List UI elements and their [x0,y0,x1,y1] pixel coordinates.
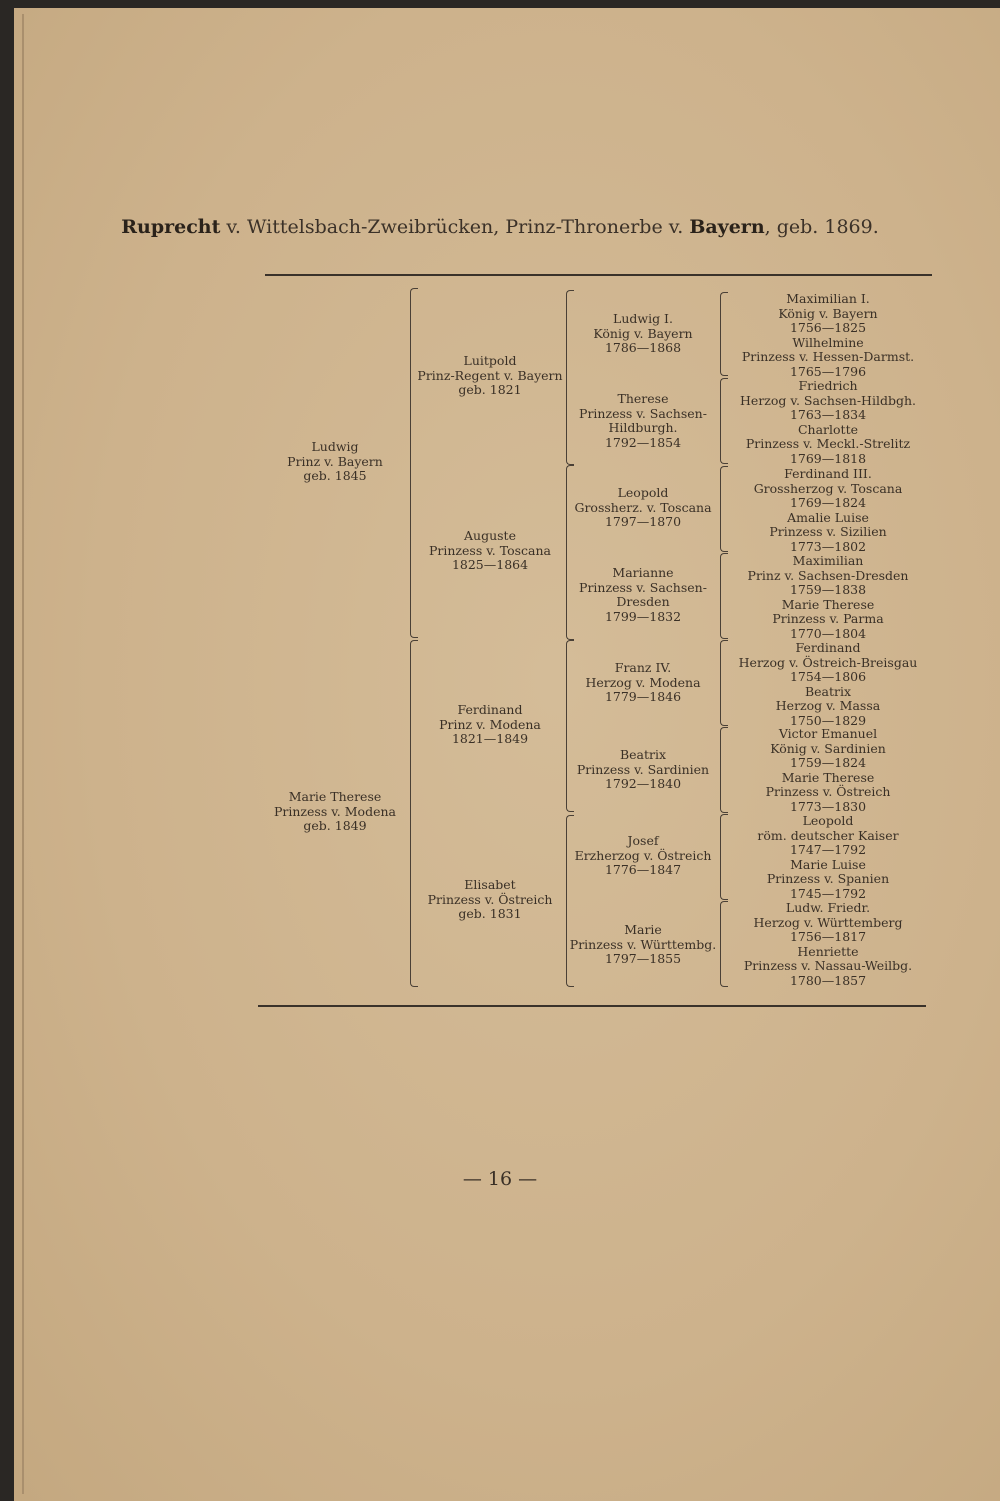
person-name: Leopold [617,485,669,500]
person-name: Elisabet [464,877,516,892]
person-title: Herzog v. Östreich-Breisgau [738,654,918,670]
bracket [410,640,418,987]
person-dates: 1797—1855 [604,951,682,967]
bracket [720,378,728,464]
person-dates: 1780—1857 [789,972,867,988]
title-middle: v. Wittelsbach-Zweibrücken, Prinz-Thronerbe v. [220,216,690,238]
title-subject: Ruprecht [121,216,221,238]
person-name: Henriette [797,943,859,959]
person-name: Ludw. Friedr. [785,900,871,915]
person-dates: 1769—1818 [789,450,867,466]
bracket [566,815,574,987]
title-country: Bayern [689,216,765,238]
person-title: Prinz v. Bayern [287,453,383,469]
person-dates: 1779—1846 [604,689,682,705]
person-name: Marianne [612,565,674,580]
person-name: Amalie Luise [787,509,869,525]
person-title: Prinzess v. Meckl.-Strelitz [745,436,911,452]
person-dates: 1797—1870 [604,514,682,530]
bracket [566,290,574,465]
bracket [720,640,728,726]
person-name: Victor Emanuel [778,726,878,741]
bracket [566,640,574,812]
bracket [720,466,728,552]
person-name: Beatrix [619,747,667,762]
person-title: Herzog v. Sachsen-Hildbgh. [740,392,916,408]
person-title: Prinzess v. Nassau-Weilbg. [743,958,913,974]
person-title: Herzog v. Massa [775,698,881,714]
person-title: Herzog v. Modena [585,674,701,690]
person-dates: 1799—1832 [604,608,682,624]
person-title: Prinzess v. Toscana [428,542,551,558]
person-dates: geb. 1845 [303,468,367,484]
bottom-rule [258,1005,926,1007]
person-dates: 1773—1830 [789,798,867,814]
person-title: König v. Bayern [593,325,693,341]
person-dates: 1770—1804 [789,625,867,641]
grandparent-entry [340,878,640,922]
person-title: Erzherzog v. Östreich [574,847,712,863]
person-name: Maximilian I. [786,291,870,306]
bracket [720,292,728,376]
person-title: Prinzess v. Sachsen- [579,579,707,595]
person-dates: 1756—1817 [789,929,867,945]
person-dates: 1769—1824 [789,495,867,511]
person-title: Prinzess v. Sardinien [576,761,710,777]
person-dates: 1745—1792 [789,885,867,901]
person-name: Friedrich [798,378,858,393]
person-dates: 1821—1849 [451,731,529,747]
person-title: Prinzess v. Sizilien [769,524,887,540]
bracket [720,727,728,813]
person-title: Prinzess v. Hessen-Darmst. [741,349,915,365]
person-title: Grossherzog v. Toscana [753,480,903,496]
person-title: König v. Bayern [778,305,878,321]
parent-entry [185,440,485,484]
person-title: Herzog v. Württemberg [753,914,903,930]
person-name: Beatrix [804,683,852,699]
person-title: Prinz v. Sachsen-Dresden [747,567,909,583]
page-number: — 16 — [462,1168,538,1190]
top-rule [265,274,932,276]
bracket [720,901,728,987]
person-title: Prinzess v. Württembg. [569,936,717,952]
person-name: Franz IV. [614,660,672,675]
person-dates: 1792—1840 [604,776,682,792]
person-title: König v. Sardinien [770,740,886,756]
bracket [720,814,728,900]
person-title: Prinzess v. Modena [274,803,396,819]
person-dates: 1747—1792 [789,842,867,858]
person-dates: 1792—1854 [604,434,682,450]
person-dates: 1756—1825 [789,320,867,336]
person-title: Prinzess v. Östreich [765,784,891,800]
person-dates: 1825—1864 [451,557,529,573]
person-name: Ludwig I. [613,311,673,326]
person-title-cont: Dresden [616,594,670,610]
person-name: Luitpold [463,353,517,368]
person-name: Wilhelmine [792,334,864,350]
person-dates: 1763—1834 [789,407,867,423]
person-dates: 1776—1847 [604,862,682,878]
person-title: Prinzess v. Spanien [766,871,890,887]
person-name: Marie Therese [781,596,875,612]
page-title [0,216,1000,238]
person-name: Josef [627,833,659,848]
person-dates: 1773—1802 [789,538,867,554]
parent-entry [185,790,485,834]
person-name: Therese [617,391,669,406]
person-name: Maximilian [792,553,864,568]
title-suffix: , geb. 1869. [764,216,879,238]
bracket [410,288,418,638]
person-dates: geb. 1821 [458,382,522,398]
person-name: Marie [624,922,662,937]
person-dates: geb. 1849 [303,818,367,834]
person-dates: 1759—1838 [789,582,867,598]
person-dates: 1750—1829 [789,712,867,728]
person-name: Charlotte [797,421,858,437]
person-title: Prinz-Regent v. Bayern [417,367,563,383]
person-dates: 1786—1868 [604,340,682,356]
person-dates: geb. 1831 [458,906,522,922]
person-dates: 1765—1796 [789,363,867,379]
person-name: Marie Therese [288,789,382,804]
person-name: Ferdinand III. [784,466,872,481]
person-title: Prinz v. Modena [439,716,541,732]
person-name: Ferdinand [457,702,523,717]
person-title: Prinzess v. Östreich [427,891,553,907]
person-name: Marie Luise [790,856,866,872]
person-name: Marie Therese [781,769,875,785]
person-name: Auguste [464,528,516,543]
person-title: Prinzess v. Sachsen- [579,405,707,421]
person-title: Prinzess v. Parma [772,611,884,627]
person-title-cont: Hildburgh. [608,420,678,436]
person-name: Leopold [802,813,854,828]
person-dates: 1754—1806 [789,669,867,685]
bracket [720,553,728,639]
person-name: Ferdinand [795,640,861,655]
grandparent-entry [340,703,640,747]
person-name: Ludwig [311,439,359,454]
person-title: röm. deutscher Kaiser [757,827,899,843]
person-dates: 1759—1824 [789,755,867,771]
person-title: Grossherz. v. Toscana [574,499,712,515]
bracket [566,465,574,640]
